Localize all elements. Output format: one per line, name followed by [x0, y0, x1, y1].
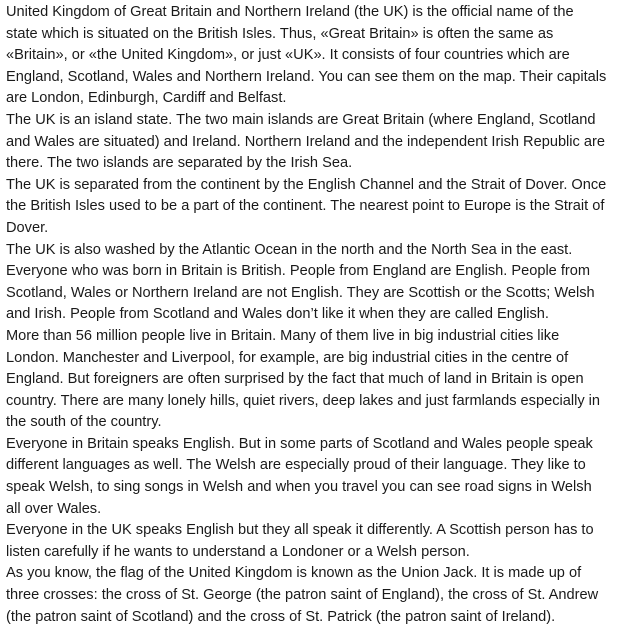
text-line: Everyone who was born in Britain is British. People from England are English. People from — [6, 263, 591, 280]
text-line: England, Scotland, Wales and Northern Ireland. You can see them on the map. Their capitals — [6, 68, 607, 85]
text-line: country. There are many lonely hills, quiet rivers, deep lakes and just farmlands especially in — [6, 392, 601, 409]
text-line: «Britain», or «the United Kingdom», or just «UK». It consists of four countries which are — [6, 47, 570, 64]
text-line: the south of the country. — [6, 414, 162, 431]
paragraph-accents — [6, 520, 636, 563]
text-line: different languages as well. The Welsh are especially proud of their language. They like to — [6, 457, 586, 474]
text-line: state which is situated on the British Isles. Thus, «Great Britain» is often the same as — [6, 25, 554, 42]
text-line: there. The two islands are separated by the Irish Sea. — [6, 155, 353, 172]
paragraph-population — [6, 326, 636, 434]
text-line: United Kingdom of Great Britain and Northern Ireland (the UK) is the official name of the — [6, 4, 574, 20]
paragraph-island-state — [6, 110, 636, 175]
text-line: Everyone in Britain speaks English. But in some parts of Scotland and Wales people speak — [6, 435, 593, 452]
document-text — [6, 2, 636, 628]
text-line: London. Manchester and Liverpool, for example, are big industrial cities in the centre of — [6, 349, 569, 366]
paragraph-seas — [6, 240, 636, 262]
paragraph-continent — [6, 175, 636, 240]
text-line: The UK is separated from the continent by the English Channel and the Strait of Dover. Once — [6, 176, 607, 193]
text-line: are London, Edinburgh, Cardiff and Belfast. — [6, 90, 287, 107]
text-line: Everyone in the UK speaks English but they all speak it differently. A Scottish person has to — [6, 522, 594, 539]
text-line: As you know, the flag of the United Kingdom is known as the Union Jack. It is made up of — [6, 565, 582, 582]
text-line: all over Wales. — [6, 500, 102, 517]
text-line: England. But foreigners are often surprised by the fact that much of land in Britain is open — [6, 371, 584, 388]
text-line: The UK is also washed by the Atlantic Ocean in the north and the North Sea in the east. — [6, 241, 573, 258]
text-line: the British Isles used to be a part of the continent. The nearest point to Europe is the Strait of — [6, 198, 605, 215]
text-line: listen carefully if he wants to understand a Londoner or a Welsh person. — [6, 543, 470, 560]
text-line: and Wales are situated) and Ireland. Northern Ireland and the independent Irish Republic are — [6, 133, 605, 150]
paragraph-official-name — [6, 2, 636, 110]
text-line: Scotland, Wales or Northern Ireland are not English. They are Scottish or the Scotts; Welsh — [6, 284, 595, 301]
text-line: Dover. — [6, 219, 49, 236]
paragraph-flag — [6, 563, 636, 628]
text-line: The UK is an island state. The two main islands are Great Britain (where England, Scotland — [6, 111, 596, 128]
text-line: speak Welsh, to sing songs in Welsh and when you travel you can see road signs in Welsh — [6, 479, 592, 496]
text-line: (the patron saint of Scotland) and the cross of St. Patrick (the patron saint of Ireland). — [6, 608, 556, 625]
paragraph-languages — [6, 434, 636, 520]
text-line: More than 56 million people live in Britain. Many of them live in big industrial cities like — [6, 327, 560, 344]
text-line: and Irish. People from Scotland and Wales don’t like it when they are called English. — [6, 306, 549, 323]
paragraph-people — [6, 261, 636, 326]
text-line: three crosses: the cross of St. George (the patron saint of England), the cross of St. Andrew — [6, 587, 599, 604]
